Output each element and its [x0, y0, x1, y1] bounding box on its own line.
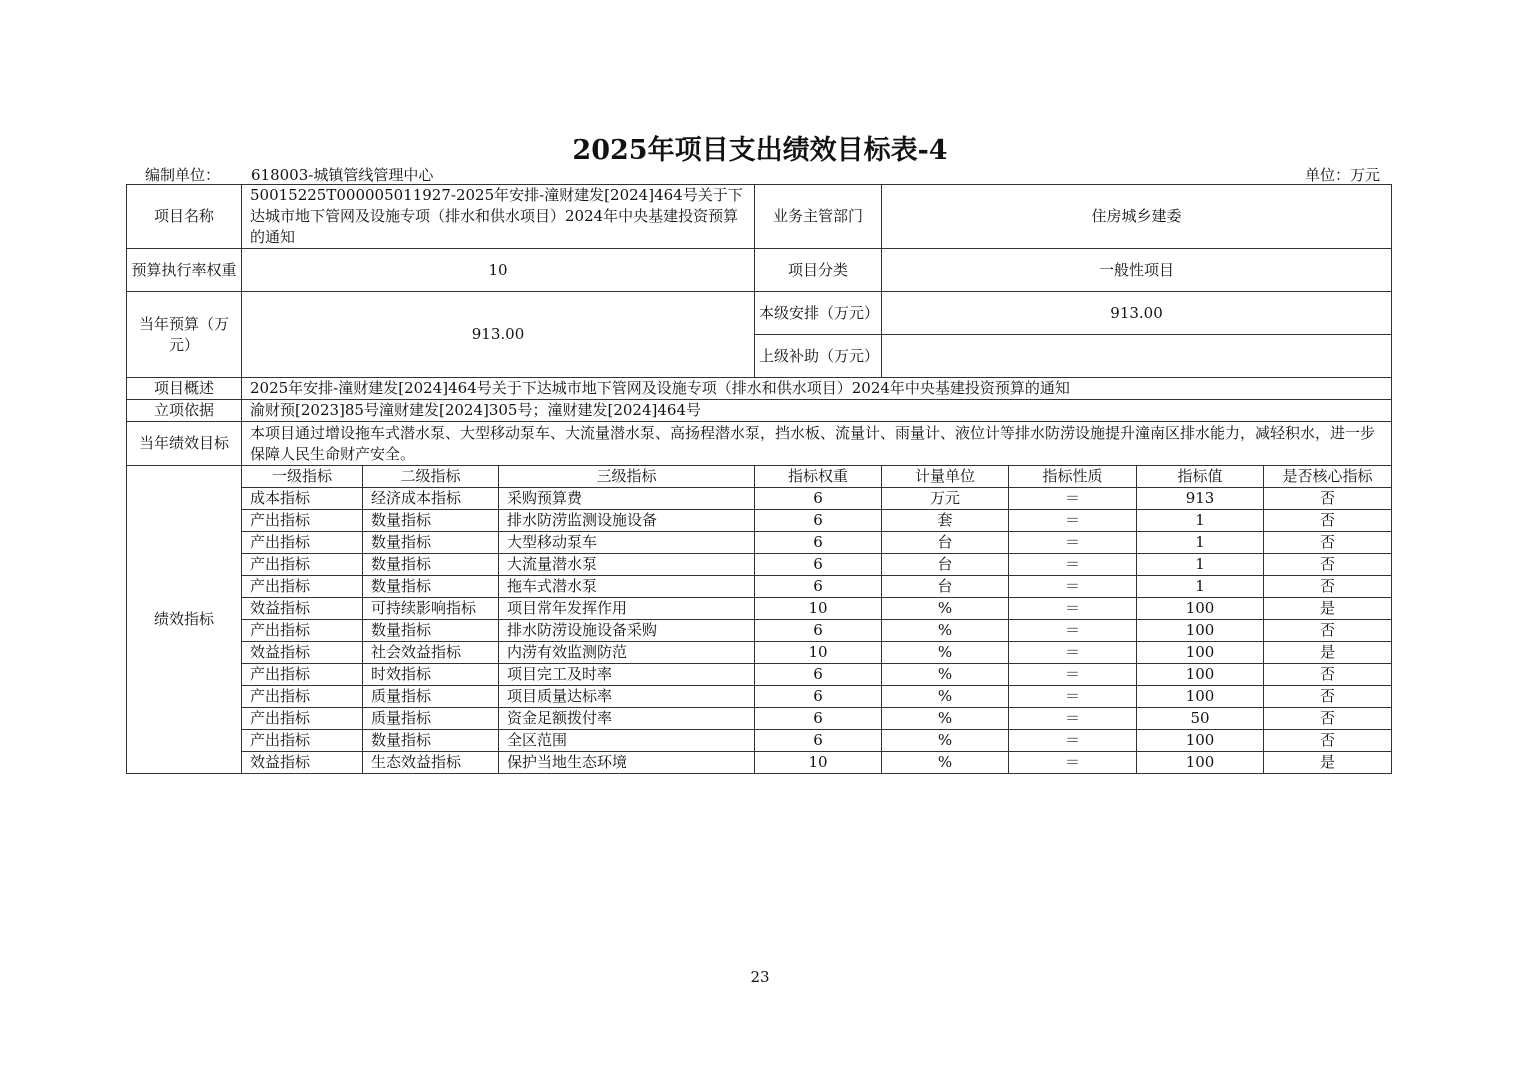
cell-unit: 套 — [882, 510, 1009, 532]
cell-nature: ＝ — [1009, 642, 1137, 664]
cell-weight: 6 — [755, 708, 882, 730]
cell-level1: 产出指标 — [242, 708, 363, 730]
cell-weight: 6 — [755, 686, 882, 708]
cell-nature: ＝ — [1009, 532, 1137, 554]
cell-value: 100 — [1137, 752, 1264, 774]
cell-value: 913 — [1137, 488, 1264, 510]
compiling-unit-value: 618003-城镇管线管理中心 — [251, 166, 434, 184]
cell-unit: 万元 — [882, 488, 1009, 510]
cell-level3: 资金足额拨付率 — [499, 708, 755, 730]
cell-nature: ＝ — [1009, 708, 1137, 730]
table-row — [127, 576, 1392, 598]
cell-level2: 质量指标 — [363, 686, 499, 708]
cell-nature: ＝ — [1009, 554, 1137, 576]
dept-value: 住房城乡建委 — [882, 185, 1392, 249]
project-name-label: 项目名称 — [127, 185, 242, 249]
cell-weight: 6 — [755, 664, 882, 686]
cell-unit: 台 — [882, 554, 1009, 576]
exec-weight-label: 预算执行率权重 — [127, 249, 242, 292]
cell-core: 否 — [1264, 708, 1392, 730]
cell-weight: 6 — [755, 510, 882, 532]
cell-weight: 10 — [755, 752, 882, 774]
cell-level2: 经济成本指标 — [363, 488, 499, 510]
header-value: 指标值 — [1137, 466, 1264, 488]
cell-level3: 项目常年发挥作用 — [499, 598, 755, 620]
cell-unit: % — [882, 642, 1009, 664]
cell-nature: ＝ — [1009, 598, 1137, 620]
header-nature: 指标性质 — [1009, 466, 1137, 488]
table-body — [127, 185, 1392, 774]
cell-weight: 6 — [755, 554, 882, 576]
cell-level2: 数量指标 — [363, 532, 499, 554]
cell-nature: ＝ — [1009, 488, 1137, 510]
currency-unit: 单位：万元 — [1304, 166, 1380, 184]
performance-table — [126, 184, 1392, 774]
cell-core: 否 — [1264, 488, 1392, 510]
cell-level1: 效益指标 — [242, 642, 363, 664]
cell-level1: 产出指标 — [242, 532, 363, 554]
basis-label: 立项依据 — [127, 400, 242, 422]
cell-weight: 6 — [755, 532, 882, 554]
cell-level1: 效益指标 — [242, 598, 363, 620]
header-core: 是否核心指标 — [1264, 466, 1392, 488]
cell-value: 100 — [1137, 730, 1264, 752]
dept-label: 业务主管部门 — [755, 185, 882, 249]
cell-value: 100 — [1137, 642, 1264, 664]
cell-weight: 6 — [755, 620, 882, 642]
table-row — [127, 598, 1392, 620]
cell-level2: 生态效益指标 — [363, 752, 499, 774]
cell-level3: 保护当地生态环境 — [499, 752, 755, 774]
cell-value: 100 — [1137, 620, 1264, 642]
cell-core: 否 — [1264, 510, 1392, 532]
cell-level3: 大型移动泵车 — [499, 532, 755, 554]
cell-core: 否 — [1264, 664, 1392, 686]
table-row — [127, 708, 1392, 730]
cell-core: 是 — [1264, 598, 1392, 620]
cell-core: 否 — [1264, 532, 1392, 554]
cell-level3: 内涝有效监测防范 — [499, 642, 755, 664]
goal-value: 本项目通过增设拖车式潜水泵、大型移动泵车、大流量潜水泵、高扬程潜水泵，挡水板、流量计、雨量计、液位计等排水防涝设施提升潼南区排水能力，减轻积水，进一步保障人民生命财产安全。 — [242, 422, 1392, 466]
cell-unit: % — [882, 730, 1009, 752]
page-title: 2025年项目支出绩效目标表-4 — [572, 135, 948, 166]
cell-level1: 产出指标 — [242, 576, 363, 598]
table-row — [127, 686, 1392, 708]
upper-value — [882, 335, 1392, 378]
cell-level2: 数量指标 — [363, 730, 499, 752]
local-label: 本级安排（万元） — [755, 292, 882, 335]
cell-weight: 6 — [755, 730, 882, 752]
cell-level3: 排水防涝监测设施设备 — [499, 510, 755, 532]
cell-level1: 效益指标 — [242, 752, 363, 774]
cell-unit: % — [882, 708, 1009, 730]
cell-level1: 产出指标 — [242, 730, 363, 752]
table-row — [127, 554, 1392, 576]
cell-level2: 数量指标 — [363, 576, 499, 598]
cell-level3: 排水防涝设施设备采购 — [499, 620, 755, 642]
cell-core: 否 — [1264, 620, 1392, 642]
category-value: 一般性项目 — [882, 249, 1392, 292]
cell-level2: 质量指标 — [363, 708, 499, 730]
overview-value: 2025年安排-潼财建发[2024]464号关于下达城市地下管网及设施专项（排水和供水项目）2024年中央基建投资预算的通知 — [242, 378, 1392, 400]
cell-level2: 数量指标 — [363, 554, 499, 576]
cell-nature: ＝ — [1009, 664, 1137, 686]
cell-value: 50 — [1137, 708, 1264, 730]
cell-unit: % — [882, 686, 1009, 708]
cell-value: 1 — [1137, 576, 1264, 598]
cell-weight: 6 — [755, 488, 882, 510]
cell-unit: % — [882, 598, 1009, 620]
cell-core: 否 — [1264, 686, 1392, 708]
cell-nature: ＝ — [1009, 752, 1137, 774]
project-name-value: 50015225T000005011927-2025年安排-潼财建发[2024]464号关于下达城市地下管网及设施专项（排水和供水项目）2024年中央基建投资预算的通知 — [242, 185, 755, 249]
indicators-label: 绩效指标 — [127, 466, 242, 774]
header-level1: 一级指标 — [242, 466, 363, 488]
compiling-unit — [145, 164, 434, 185]
header-level3: 三级指标 — [499, 466, 755, 488]
budget-value: 913.00 — [242, 292, 755, 378]
table-row — [127, 532, 1392, 554]
cell-unit: % — [882, 620, 1009, 642]
cell-level3: 项目完工及时率 — [499, 664, 755, 686]
cell-core: 否 — [1264, 554, 1392, 576]
cell-nature: ＝ — [1009, 686, 1137, 708]
table-row — [127, 642, 1392, 664]
basis-value: 渝财预[2023]85号潼财建发[2024]305号；潼财建发[2024]464号 — [242, 400, 1392, 422]
exec-weight-value: 10 — [242, 249, 755, 292]
table-row — [127, 510, 1392, 532]
cell-value: 1 — [1137, 510, 1264, 532]
cell-unit: 台 — [882, 576, 1009, 598]
cell-value: 100 — [1137, 686, 1264, 708]
table-row — [127, 730, 1392, 752]
table-row — [127, 664, 1392, 686]
cell-unit: 台 — [882, 532, 1009, 554]
cell-level1: 成本指标 — [242, 488, 363, 510]
cell-level1: 产出指标 — [242, 554, 363, 576]
table-row — [127, 488, 1392, 510]
cell-core: 是 — [1264, 642, 1392, 664]
indicator-header-row — [127, 466, 1392, 488]
cell-level2: 时效指标 — [363, 664, 499, 686]
cell-level1: 产出指标 — [242, 664, 363, 686]
cell-level3: 采购预算费 — [499, 488, 755, 510]
cell-value: 1 — [1137, 554, 1264, 576]
category-label: 项目分类 — [755, 249, 882, 292]
cell-weight: 6 — [755, 576, 882, 598]
cell-level3: 全区范围 — [499, 730, 755, 752]
header-weight: 指标权重 — [755, 466, 882, 488]
cell-level1: 产出指标 — [242, 510, 363, 532]
cell-level1: 产出指标 — [242, 686, 363, 708]
header-unit: 计量单位 — [882, 466, 1009, 488]
cell-nature: ＝ — [1009, 620, 1137, 642]
page-number: 23 — [750, 968, 770, 986]
cell-nature: ＝ — [1009, 576, 1137, 598]
cell-level3: 项目质量达标率 — [499, 686, 755, 708]
cell-core: 否 — [1264, 730, 1392, 752]
cell-level2: 数量指标 — [363, 620, 499, 642]
compiling-unit-label: 编制单位： — [145, 166, 221, 184]
table-row — [127, 752, 1392, 774]
local-value: 913.00 — [882, 292, 1392, 335]
cell-nature: ＝ — [1009, 510, 1137, 532]
cell-core: 是 — [1264, 752, 1392, 774]
table-row — [127, 620, 1392, 642]
cell-level2: 社会效益指标 — [363, 642, 499, 664]
cell-unit: % — [882, 752, 1009, 774]
cell-level1: 产出指标 — [242, 620, 363, 642]
cell-unit: % — [882, 664, 1009, 686]
cell-level3: 拖车式潜水泵 — [499, 576, 755, 598]
cell-level3: 大流量潜水泵 — [499, 554, 755, 576]
cell-weight: 10 — [755, 598, 882, 620]
budget-label: 当年预算（万元） — [127, 292, 242, 378]
cell-value: 100 — [1137, 664, 1264, 686]
cell-value: 1 — [1137, 532, 1264, 554]
cell-nature: ＝ — [1009, 730, 1137, 752]
cell-weight: 10 — [755, 642, 882, 664]
cell-core: 否 — [1264, 576, 1392, 598]
cell-value: 100 — [1137, 598, 1264, 620]
cell-level2: 数量指标 — [363, 510, 499, 532]
cell-level2: 可持续影响指标 — [363, 598, 499, 620]
goal-label: 当年绩效目标 — [127, 422, 242, 466]
upper-label: 上级补助（万元） — [755, 335, 882, 378]
overview-label: 项目概述 — [127, 378, 242, 400]
header-level2: 二级指标 — [363, 466, 499, 488]
